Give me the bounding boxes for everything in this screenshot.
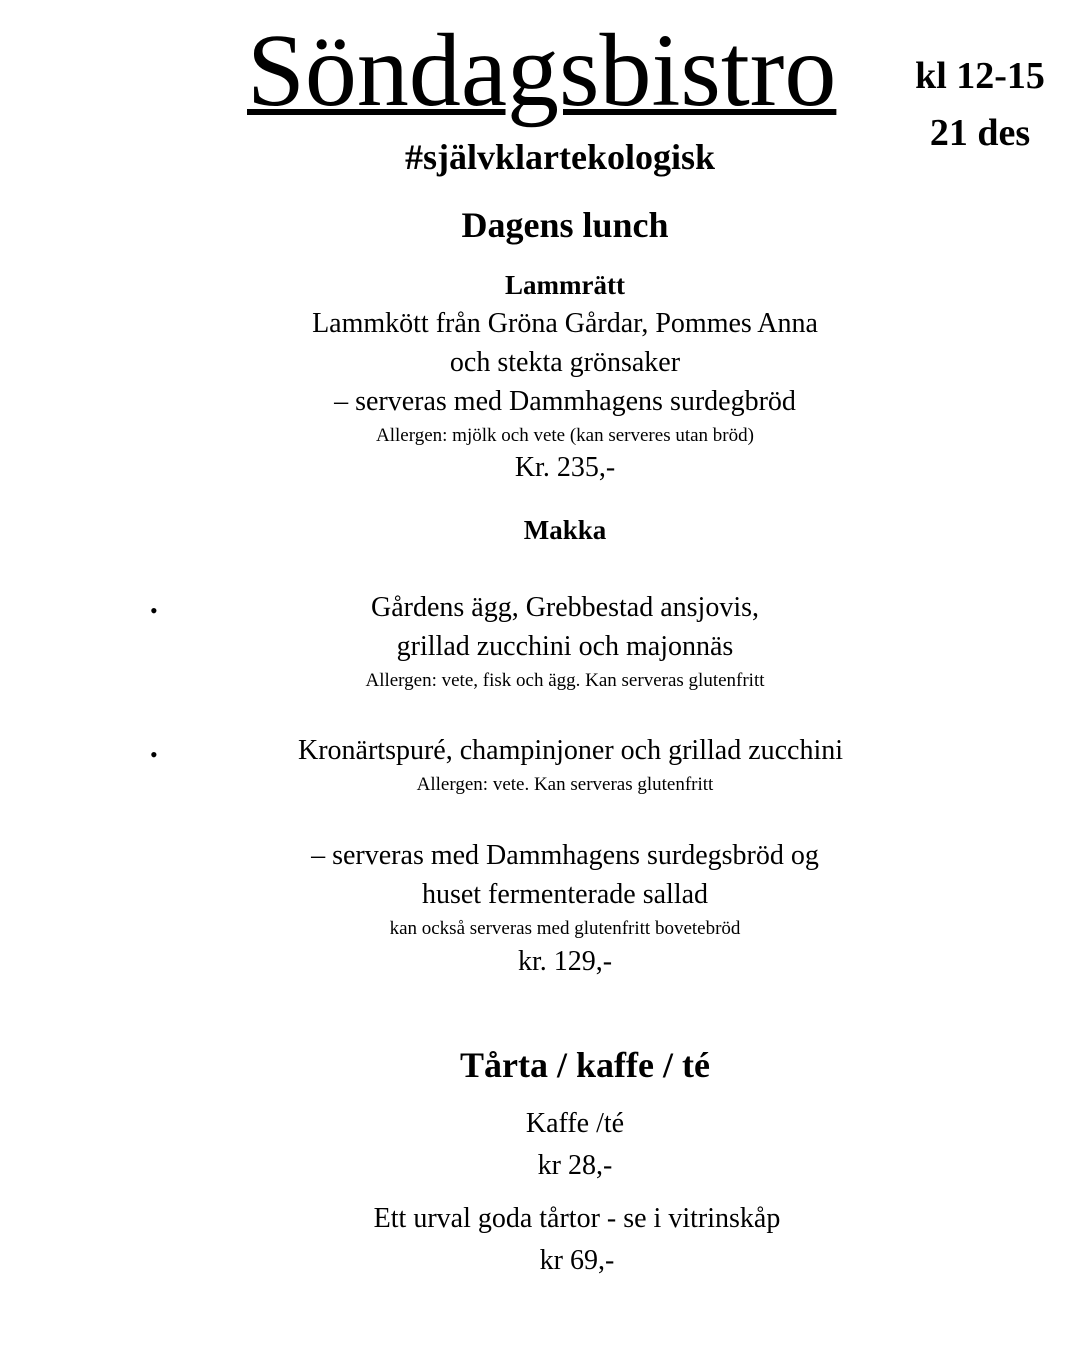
cakes-label: Ett urval goda tårtor - se i vitrinskåp: [373, 1203, 781, 1234]
coffee-label: Kaffe /té: [525, 1108, 625, 1139]
makka-dish-name: Makka: [523, 515, 607, 545]
makka-item1-allergen: Allergen: vete, fisk och ägg. Kan serveras glutenfritt: [365, 670, 765, 691]
coffee-price: kr 28,-: [537, 1150, 613, 1181]
makka-item1-line2: grillad zucchini och majonnäs: [396, 631, 734, 662]
makka-item1-line1: Gårdens ägg, Grebbestad ansjovis,: [370, 592, 759, 623]
lamb-allergen: Allergen: mjölk och vete (kan serveres utan bröd): [376, 425, 754, 446]
lamb-description-line2: och stekta grönsaker: [449, 347, 681, 378]
lamb-dish-name: Lammrätt: [505, 270, 625, 300]
makka-item2-line1: Kronärtspuré, champinjoner och grillad zucchini: [298, 735, 844, 766]
hashtag: #självklartekologisk: [404, 137, 716, 177]
bullet-icon: •: [150, 742, 158, 767]
bullet-icon: •: [150, 598, 158, 623]
page-title: Söndagsbistro: [247, 13, 837, 128]
makka-served-line2: huset fermenterade sallad: [421, 879, 709, 910]
lamb-description-line3: – serveras med Dammhagens surdegbröd: [334, 386, 796, 417]
opening-hours: kl 12-15: [915, 55, 1045, 97]
makka-served-line1: – serveras med Dammhagens surdegsbröd og: [311, 840, 819, 871]
makka-price: kr. 129,-: [517, 946, 613, 977]
makka-served-note: kan också serveras med glutenfritt bovetebröd: [389, 918, 741, 939]
lamb-description-line1: Lammkött från Gröna Gårdar, Pommes Anna: [312, 308, 818, 339]
cakes-price: kr 69,-: [539, 1245, 615, 1276]
makka-item2-allergen: Allergen: vete. Kan serveras glutenfritt: [416, 774, 714, 795]
lunch-heading: Dagens lunch: [461, 205, 669, 245]
cake-heading: Tårta / kaffe / té: [460, 1045, 710, 1085]
lamb-price: Kr. 235,-: [514, 452, 616, 483]
menu-date: 21 des: [929, 112, 1031, 154]
